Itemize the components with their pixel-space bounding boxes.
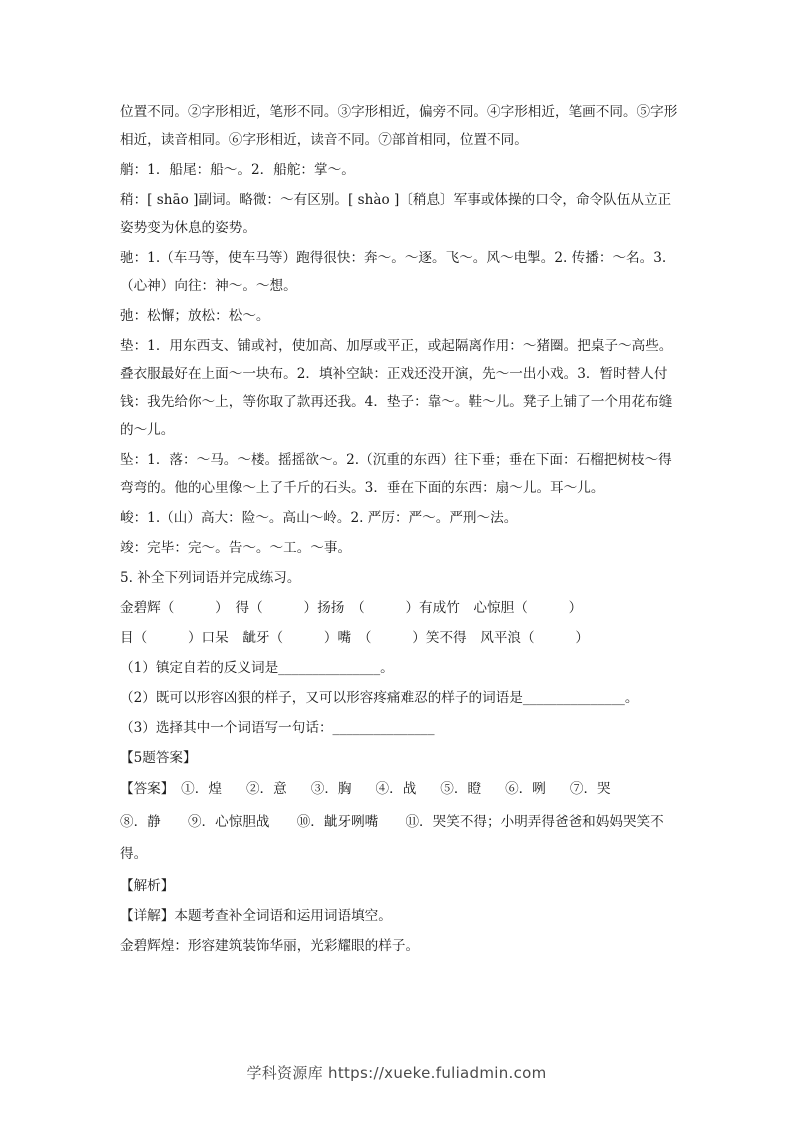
paragraph-dian-pad: 垫：1．用东西支、铺或衬，使加高、加厚或平正，或起隔离作用：～猪圈。把桌子～高些。叠衣服最好在上面～一块布。2．填补空缺：正戏还没开演，先～一出小戏。3．暂时替人付钱：我先给你～上，等你取了款再还我。4．垫子：靠～。鞋～儿。凳子上铺了一个用花布缝的～儿。 — [120, 338, 673, 438]
paragraph-jun-high: 峻：1.（山）高大：险～。高山～岭。2. 严厉：严～。严刑～法。 — [120, 510, 518, 526]
question-5-words-line-2: 目（ ）口呆 龇牙（ ）嘴 （ ）笑不得 风平浪（ ） — [120, 630, 589, 646]
answer-heading: 【5题答案】 — [120, 750, 197, 766]
paragraph-zhui-fall: 坠：1．落：～马。～楼。摇摇欲～。2.（沉重的东西）往下垂；垂在下面：石榴把树枝～得弯弯的。他的心里像～上了千斤的石头。3．垂在下面的东西：扇～儿。耳～儿。 — [120, 452, 672, 496]
paragraph-jun-complete: 竣：完毕：完～。告～。～工。～事。 — [120, 540, 352, 556]
answer-item: ①．煌 — [181, 781, 222, 797]
answer-item: ③．胸 — [310, 781, 352, 797]
question-5-sub-2: （2）既可以形容凶狠的样子，又可以形容疼痛难忍的样子的词语是_______________。 — [120, 690, 639, 706]
answer-row-2: ⑧．静 ⑨．心惊胆战 ⑩．龇牙咧嘴 ⑪．哭笑不得；小明弄得爸爸和妈妈哭笑不得。 — [120, 814, 664, 862]
question-5-words-line-1: 金碧辉（ ） 得（ ）扬扬 （ ）有成竹 心惊胆（ ） — [120, 600, 583, 616]
paragraph-shao-boat: 艄：1．船尾：船～。2．船舵：掌～。 — [120, 162, 355, 178]
answer-item: ⑤．瞪 — [440, 781, 482, 797]
paragraph-chi-gallop: 驰：1.（车马等，使车马等）跑得很快：奔～。～逐。飞～。风～电掣。2. 传播：～名。3.（心神）向往：神～。～想。 — [120, 250, 667, 294]
document-body — [120, 98, 680, 960]
analysis-example: 金碧辉煌：形容建筑装饰华丽，光彩耀眼的样子。 — [120, 938, 420, 954]
analysis-heading: 【解析】 — [120, 878, 175, 894]
paragraph-chi-loose: 弛：松懈；放松：松～。 — [120, 308, 270, 324]
answer-item: ⑥．咧 — [505, 781, 546, 797]
answer-item: ②．意 — [245, 781, 287, 797]
answer-item: ⑦．哭 — [569, 781, 611, 797]
answer-item: ④．战 — [375, 781, 417, 797]
answer-row-1 — [120, 774, 680, 804]
paragraph-shao-slightly: 稍：[ shāo ]副词。略微：～有区别。[ shào ]〔稍息〕军事或体操的口令，命令队伍从立正姿势变为休息的姿势。 — [120, 192, 672, 236]
question-5-sub-3: （3）选择其中一个词语写一句话：_______________ — [120, 720, 435, 736]
question-5-sub-1: （1）镇定自若的反义词是_______________。 — [120, 660, 394, 676]
answer-label: 【答案】 — [120, 781, 168, 797]
analysis-detail: 【详解】本题考查补全词语和运用词语填空。 — [120, 908, 392, 924]
question-5-title: 5. 补全下列词语并完成练习。 — [120, 570, 301, 586]
paragraph-character-notes: 位置不同。②字形相近，笔形不同。③字形相近，偏旁不同。④字形相近，笔画不同。⑤字形相近，读音相同。⑥字形相近，读音不同。⑦部首相同，位置不同。 — [120, 104, 678, 148]
footer-watermark: 学科资源库 https://xueke.fuliadmin.com — [246, 1064, 547, 1082]
